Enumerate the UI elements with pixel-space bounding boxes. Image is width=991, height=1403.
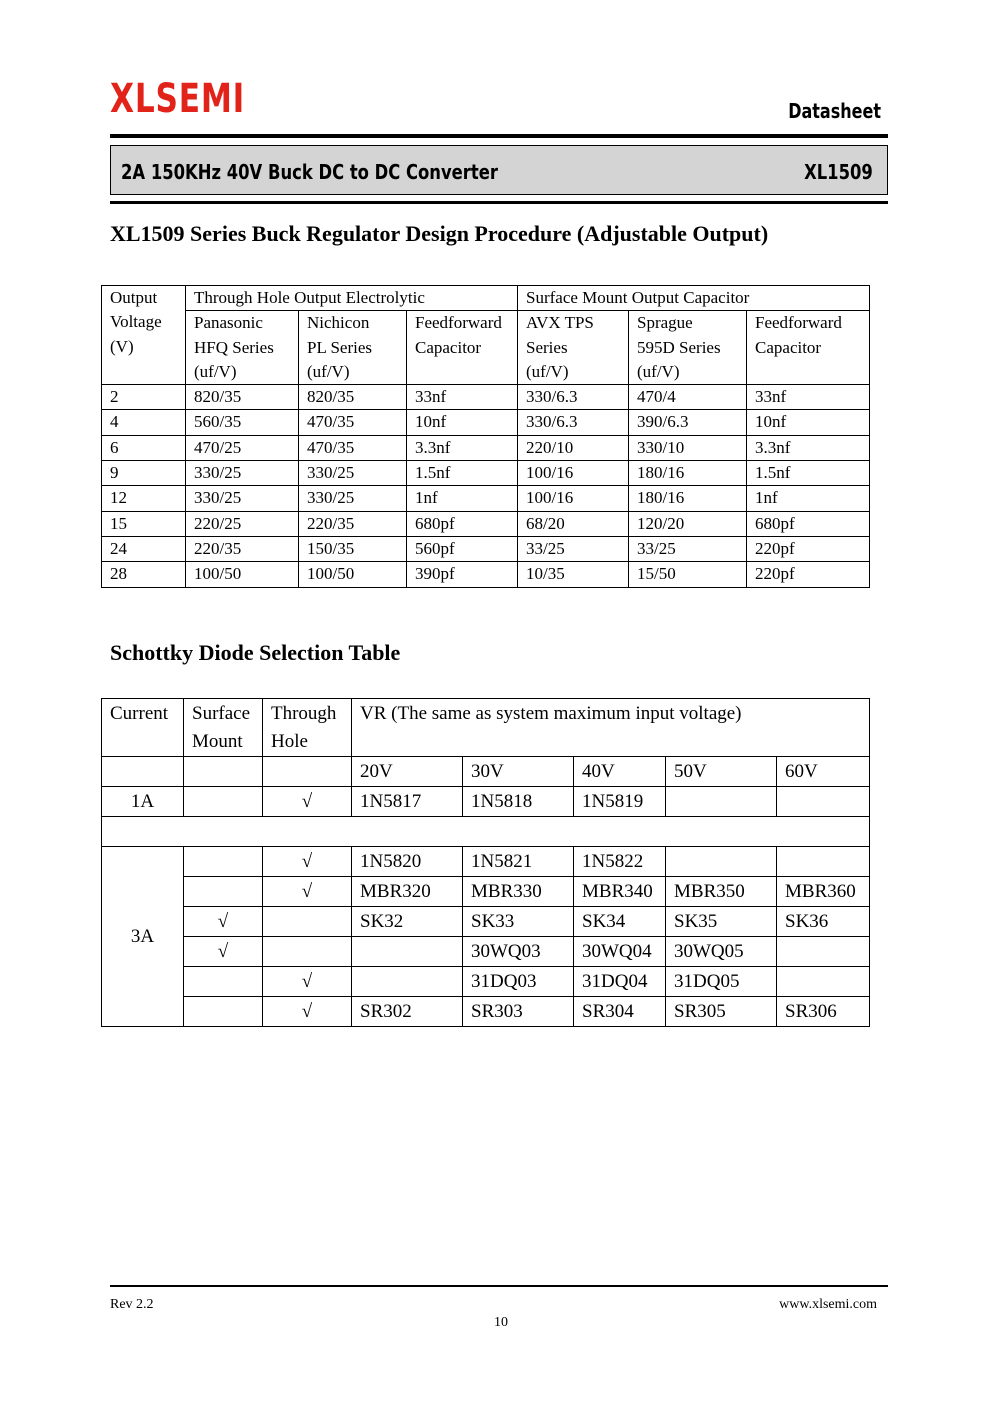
part-cell: MBR350 [666,877,777,907]
part-cell [666,847,777,877]
voltage-header: 30V [463,757,574,787]
part-cell: 31DQ04 [574,967,666,997]
table-row [102,907,870,937]
table-row [102,511,870,536]
table-cell: 6 [102,435,186,460]
surface-mount-check: √ [184,937,263,967]
table-cell: 220/25 [186,511,299,536]
voltage-header: 40V [574,757,666,787]
surface-mount-check [184,787,263,817]
table-cell: 680pf [407,511,518,536]
part-cell [352,937,463,967]
table-cell: 24 [102,536,186,561]
subheader-cell: Feedforward Capacitor [747,311,870,385]
table-cell: 820/35 [186,385,299,410]
subheader-cell: Nichicon PL Series (uf/V) [299,311,407,385]
table-cell: 28 [102,562,186,587]
table-cell: 390/6.3 [629,410,747,435]
table-row [102,435,870,460]
table-row [102,410,870,435]
table-cell: 100/50 [299,562,407,587]
company-logo: XLSEMI [110,76,246,122]
table-cell: 680pf [747,511,870,536]
table-cell: 100/50 [186,562,299,587]
product-title-bar [110,145,888,195]
schottky-heading: Schottky Diode Selection Table [110,640,401,665]
through-hole-check: √ [263,997,352,1027]
table-cell: 15/50 [629,562,747,587]
table-row [102,937,870,967]
header-vr: VR (The same as system maximum input voltage) [352,699,870,757]
part-cell: 1N5817 [352,787,463,817]
table-cell: 10/35 [518,562,629,587]
table-cell: 150/35 [299,536,407,561]
table-cell: 330/25 [186,461,299,486]
current-3a: 3A [102,847,184,1027]
voltage-header: 50V [666,757,777,787]
part-number: XL1509 [804,160,873,184]
part-cell: SK35 [666,907,777,937]
subheader-cell: Feedforward Capacitor [407,311,518,385]
table-cell: 220pf [747,562,870,587]
header-through-hole-group: Through Hole Output Electrolytic [186,286,518,311]
part-cell: 31DQ05 [666,967,777,997]
table-cell: 1nf [407,486,518,511]
table-cell: 470/25 [186,435,299,460]
part-cell: 30WQ05 [666,937,777,967]
through-hole-check: √ [263,847,352,877]
part-cell: 30WQ03 [463,937,574,967]
table-cell: 10nf [747,410,870,435]
current-1a: 1A [102,787,184,817]
part-cell: MBR320 [352,877,463,907]
table-row [102,385,870,410]
table-header-row [102,699,870,757]
subheader-cell: AVX TPS Series (uf/V) [518,311,629,385]
table-cell: 1nf [747,486,870,511]
empty-cell [102,757,184,787]
subheader-cell: Sprague 595D Series (uf/V) [629,311,747,385]
part-cell: 1N5821 [463,847,574,877]
separator-cell [102,817,870,847]
empty-cell [184,757,263,787]
table-header-row [102,286,870,311]
surface-mount-check [184,847,263,877]
table-cell: 220/35 [299,511,407,536]
through-hole-check: √ [263,877,352,907]
table-row [102,536,870,561]
table-cell: 220pf [747,536,870,561]
table-cell: 330/25 [299,486,407,511]
part-cell: SR302 [352,997,463,1027]
table-cell: 2 [102,385,186,410]
doc-type-label: Datasheet [788,99,881,123]
table-cell: 390pf [407,562,518,587]
design-procedure-heading: XL1509 Series Buck Regulator Design Procedure (Adjustable Output) [110,221,769,246]
revision-label: Rev 2.2 [110,1297,154,1312]
table-subheader-row [102,311,870,385]
table-cell: 330/6.3 [518,410,629,435]
empty-cell [263,757,352,787]
part-cell: SK34 [574,907,666,937]
part-cell: SR306 [777,997,870,1027]
header-through-hole: Through Hole [263,699,352,757]
voltage-header: 20V [352,757,463,787]
part-cell: SR305 [666,997,777,1027]
part-cell: 31DQ03 [463,967,574,997]
table-cell: 180/16 [629,486,747,511]
table-cell: 220/35 [186,536,299,561]
header-rule [110,134,888,138]
part-cell: 1N5818 [463,787,574,817]
table-cell: 100/16 [518,486,629,511]
title-underline [110,201,888,204]
table-row [102,486,870,511]
part-cell: SR304 [574,997,666,1027]
part-cell: SK36 [777,907,870,937]
part-cell [666,787,777,817]
subheader-cell: Panasonic HFQ Series (uf/V) [186,311,299,385]
part-cell: SK32 [352,907,463,937]
part-cell [777,847,870,877]
table-row [102,967,870,997]
table-cell: 330/25 [299,461,407,486]
separator-row [102,817,870,847]
part-cell: MBR360 [777,877,870,907]
part-cell: SK33 [463,907,574,937]
table-cell: 820/35 [299,385,407,410]
table-cell: 330/10 [629,435,747,460]
table-cell: 68/20 [518,511,629,536]
part-cell [777,937,870,967]
table-row [102,997,870,1027]
part-cell: 1N5820 [352,847,463,877]
table-cell: 33nf [747,385,870,410]
table-cell: 33nf [407,385,518,410]
page-number: 10 [494,1315,508,1330]
part-cell: 1N5822 [574,847,666,877]
product-title: 2A 150KHz 40V Buck DC to DC Converter [121,160,498,184]
table-cell: 33/25 [518,536,629,561]
part-cell: MBR330 [463,877,574,907]
part-cell [352,967,463,997]
table-cell: 33/25 [629,536,747,561]
part-cell: 1N5819 [574,787,666,817]
header-current: Current [102,699,184,757]
table-cell: 560/35 [186,410,299,435]
table-cell: 220/10 [518,435,629,460]
table-row [102,562,870,587]
table-cell: 120/20 [629,511,747,536]
footer-rule [110,1285,888,1287]
table-row [102,461,870,486]
part-cell: SR303 [463,997,574,1027]
table-cell: 330/25 [186,486,299,511]
table-row [102,847,870,877]
table-cell: 180/16 [629,461,747,486]
table-cell: 1.5nf [407,461,518,486]
voltage-header-row [102,757,870,787]
table-cell: 10nf [407,410,518,435]
surface-mount-check [184,877,263,907]
table-cell: 9 [102,461,186,486]
part-cell: 30WQ04 [574,937,666,967]
header-surface-mount-group: Surface Mount Output Capacitor [518,286,870,311]
part-cell [777,787,870,817]
table-cell: 560pf [407,536,518,561]
table-cell: 4 [102,410,186,435]
header-surface-mount: Surface Mount [184,699,263,757]
website-link[interactable]: www.xlsemi.com [779,1297,877,1312]
schottky-diode-table [101,698,870,1027]
header-output-voltage: Output Voltage (V) [102,286,186,385]
capacitor-selection-table [101,285,870,588]
table-cell: 3.3nf [747,435,870,460]
table-cell: 470/35 [299,435,407,460]
through-hole-check [263,937,352,967]
table-row [102,787,870,817]
table-cell: 1.5nf [747,461,870,486]
voltage-header: 60V [777,757,870,787]
table-row [102,877,870,907]
table-cell: 470/4 [629,385,747,410]
surface-mount-check [184,967,263,997]
through-hole-check: √ [263,967,352,997]
table-cell: 330/6.3 [518,385,629,410]
table-cell: 470/35 [299,410,407,435]
through-hole-check: √ [263,787,352,817]
table-cell: 3.3nf [407,435,518,460]
through-hole-check [263,907,352,937]
table-cell: 15 [102,511,186,536]
part-cell: MBR340 [574,877,666,907]
surface-mount-check [184,997,263,1027]
surface-mount-check: √ [184,907,263,937]
table-cell: 12 [102,486,186,511]
table-cell: 100/16 [518,461,629,486]
part-cell [777,967,870,997]
